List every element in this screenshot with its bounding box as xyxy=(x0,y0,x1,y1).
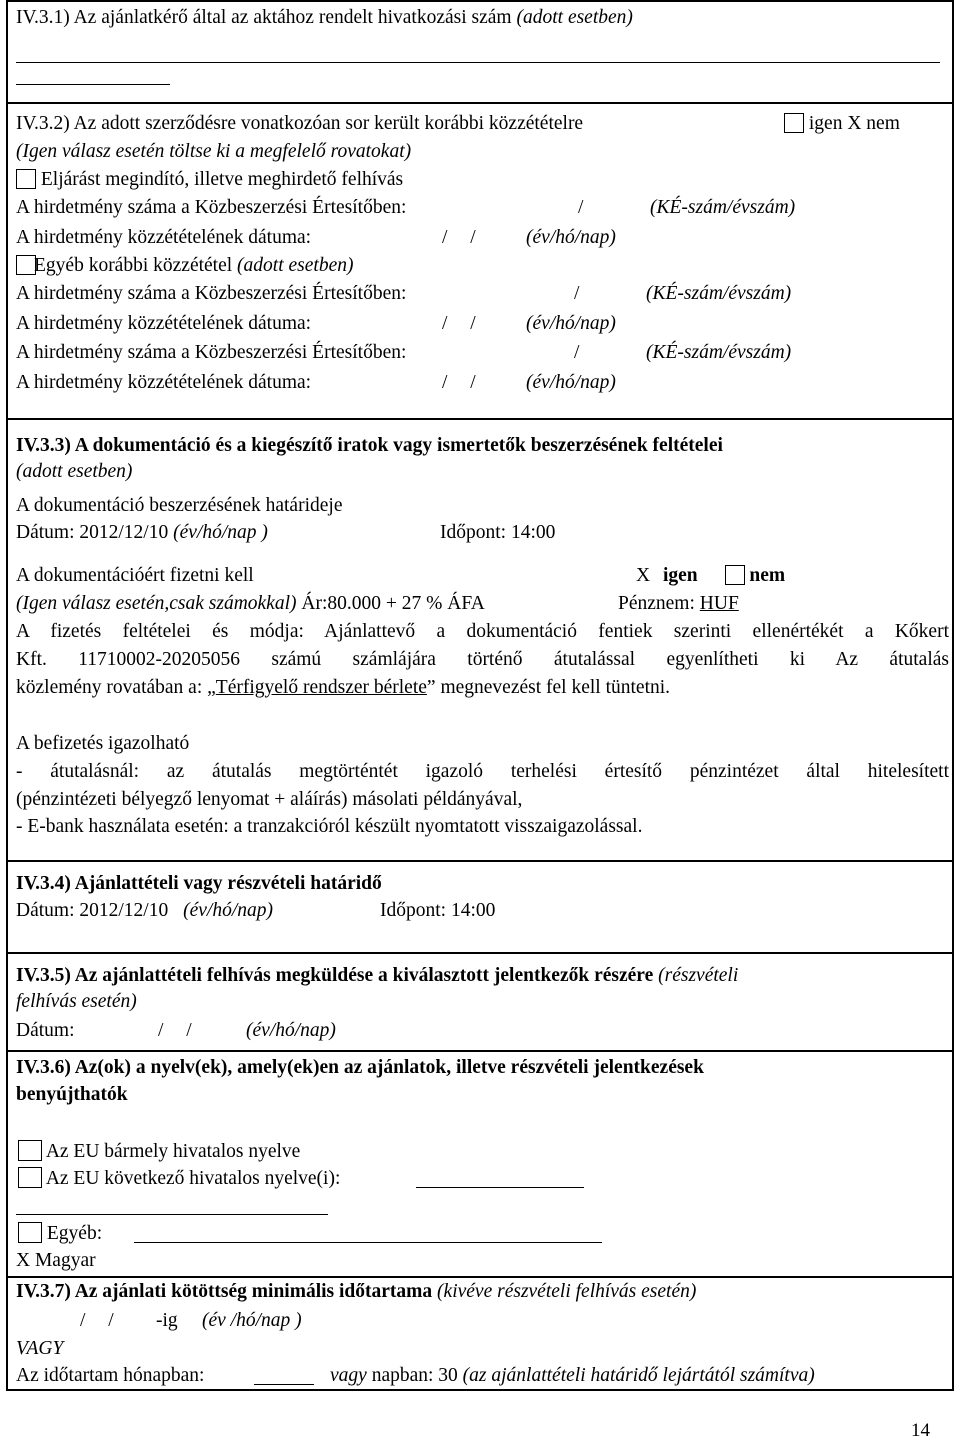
pub-date-row-3: A hirdetmény közzétételének dátuma: xyxy=(16,372,312,393)
notice-number-slash-2[interactable]: / xyxy=(574,283,580,304)
section-4-heading: IV.3.4) Ajánlattételi vagy részvételi határidő xyxy=(16,873,382,894)
section-2-heading: IV.3.2) Az adott szerződésre vonatkozóan sor került korábbi közzétételre xyxy=(16,113,584,134)
any-eu-language-checkbox[interactable] xyxy=(18,1140,42,1161)
invitation-date-format: (év/hó/nap) xyxy=(246,1020,336,1041)
section-2-note: (Igen válasz esetén töltse ki a megfelelő rovatokat) xyxy=(16,141,412,162)
section-6-heading-cont: benyújthatók xyxy=(16,1084,128,1105)
currency: Pénznem: HUF xyxy=(618,593,739,614)
payment-no-checkbox[interactable] xyxy=(725,565,745,585)
reference-line-1[interactable] xyxy=(16,62,940,63)
invitation-date: Dátum: xyxy=(16,1020,75,1041)
submission-deadline-time: Időpont: 14:00 xyxy=(380,900,496,921)
validity-until: -ig xyxy=(156,1310,178,1331)
price-row: (Igen válasz esetén,csak számokkal) Ár:80.000 + 27 % ÁFA xyxy=(16,593,485,614)
payment-terms-line-2: Kft. 11710002-20205056 számú számlájára történő átutalással egyenlítheti ki Az átutalás xyxy=(16,649,949,670)
payment-proof-line-1: - átutalásnál: az átutalás megtörténtét igazoló terhelési értesítő pénzintézet által hitelesített xyxy=(16,761,949,782)
other-language-input-line[interactable] xyxy=(134,1242,602,1243)
validity-date-format: (év /hó/nap ) xyxy=(202,1310,302,1331)
section-3-note: (adott esetben) xyxy=(16,461,133,482)
date-format-3: (év/hó/nap) xyxy=(526,372,616,393)
other-publication-checkbox[interactable] xyxy=(16,255,36,275)
pub-date-row-1: A hirdetmény közzétételének dátuma: xyxy=(16,227,312,248)
page-number: 14 xyxy=(911,1420,930,1441)
divider-3 xyxy=(6,860,954,862)
section-5-heading: IV.3.5) Az ajánlattételi felhívás megküldése a kiválasztott jelentkezők részére (részvételi xyxy=(16,965,739,986)
divider-4 xyxy=(6,952,954,954)
payment-options: X igen nem xyxy=(636,565,786,586)
validity-days: vagy napban: 30 (az ajánlattételi határidő lejártától számítva) xyxy=(330,1365,815,1386)
ke-format-3: (KÉ-szám/évszám) xyxy=(646,342,792,363)
section-1-heading: IV.3.1) Az ajánlatkérő által az aktához rendelt hivatkozási szám (adott esetben) xyxy=(16,7,633,28)
payment-terms-line-3: közlemény rovatában a: „Térfigyelő rendszer bérlete” megnevezést fel kell tüntetni. xyxy=(16,677,671,698)
payment-required-label: A dokumentációért fizetni kell xyxy=(16,565,254,586)
selected-language: X Magyar xyxy=(16,1250,96,1271)
notice-number-slash-1[interactable]: / xyxy=(578,197,584,218)
eu-language-input-line[interactable] xyxy=(416,1187,584,1188)
specific-eu-language-checkbox[interactable] xyxy=(18,1167,42,1188)
payment-yes-mark: X xyxy=(636,565,651,586)
pub-date-row-2: A hirdetmény közzétételének dátuma: xyxy=(16,313,312,334)
payment-proof-title: A befizetés igazolható xyxy=(16,733,190,754)
divider-2 xyxy=(6,418,954,420)
section-3-heading: IV.3.3) A dokumentáció és a kiegészítő iratok vagy ismertetők beszerzésének feltételei xyxy=(16,435,723,456)
notice-number-row-3: A hirdetmény száma a Közbeszerzési Értesítőben: xyxy=(16,342,407,363)
payment-terms-line-1: A fizetés feltételei és módja: Ajánlattevő a dokumentáció fentiek szerinti ellenértékét a Kőkert xyxy=(16,621,949,642)
section-7-heading: IV.3.7) Az ajánlati kötöttség minimális időtartama (kivéve részvételi felhívás esetén) xyxy=(16,1281,697,1302)
divider-1 xyxy=(6,102,954,104)
prior-publication-options: igen X nem xyxy=(784,112,900,136)
payment-proof-line-3: - E-bank használata esetén: a tranzakcióról készült nyomtatott visszaigazolással. xyxy=(16,816,643,837)
contract-notice-checkbox[interactable] xyxy=(16,169,36,189)
validity-months-input-line[interactable] xyxy=(254,1384,314,1385)
option-contract-notice: Eljárást megindító, illetve meghirdető felhívás xyxy=(16,168,403,192)
section-5-note: felhívás esetén) xyxy=(16,991,137,1012)
doc-deadline-label: A dokumentáció beszerzésének határideje xyxy=(16,495,343,516)
divider-6 xyxy=(6,1276,954,1278)
prior-no-mark: X xyxy=(847,113,862,134)
payment-proof-line-2: (pénzintézeti bélyegző lenyomat + aláírás) másolati példányával, xyxy=(16,789,523,810)
divider-5 xyxy=(6,1050,954,1052)
ke-format-2: (KÉ-szám/évszám) xyxy=(646,283,792,304)
date-format-2: (év/hó/nap) xyxy=(526,313,616,334)
eu-language-input-line-2[interactable] xyxy=(16,1214,328,1215)
invitation-date-slashes[interactable]: / / xyxy=(158,1020,192,1041)
other-language-checkbox[interactable] xyxy=(18,1222,42,1243)
pub-date-slashes-1[interactable]: / / xyxy=(442,227,476,248)
validity-months-label: Az időtartam hónapban: xyxy=(16,1365,205,1386)
validity-date-slashes[interactable]: / / xyxy=(80,1310,114,1331)
pub-date-slashes-2[interactable]: / / xyxy=(442,313,476,334)
validity-or: VAGY xyxy=(16,1338,64,1359)
date-format-1: (év/hó/nap) xyxy=(526,227,616,248)
divider-bottom xyxy=(6,1389,954,1391)
pub-date-slashes-3[interactable]: / / xyxy=(442,372,476,393)
doc-deadline-time: Időpont: 14:00 xyxy=(440,522,556,543)
language-option-other: Egyéb: xyxy=(18,1222,102,1246)
option-other-publication: Egyéb korábbi közzététel (adott esetben) xyxy=(16,254,353,278)
language-option-specific-eu: Az EU következő hivatalos nyelve(i): xyxy=(18,1167,340,1191)
ke-format-1: (KÉ-szám/évszám) xyxy=(650,197,796,218)
doc-deadline-date: Dátum: 2012/12/10 (év/hó/nap ) xyxy=(16,522,268,543)
language-option-any-eu: Az EU bármely hivatalos nyelve xyxy=(18,1140,300,1164)
prior-yes-checkbox[interactable] xyxy=(784,113,804,133)
reference-line-2[interactable] xyxy=(16,84,170,85)
section-6-heading: IV.3.6) Az(ok) a nyelv(ek), amely(ek)en az ajánlatok, illetve részvételi jelentkezések xyxy=(16,1057,704,1078)
notice-number-row-2: A hirdetmény száma a Közbeszerzési Értesítőben: xyxy=(16,283,407,304)
submission-deadline-date: Dátum: 2012/12/10 (év/hó/nap) xyxy=(16,900,273,921)
notice-number-row-1: A hirdetmény száma a Közbeszerzési Értesítőben: xyxy=(16,197,407,218)
notice-number-slash-3[interactable]: / xyxy=(574,342,580,363)
divider-top xyxy=(6,0,954,2)
